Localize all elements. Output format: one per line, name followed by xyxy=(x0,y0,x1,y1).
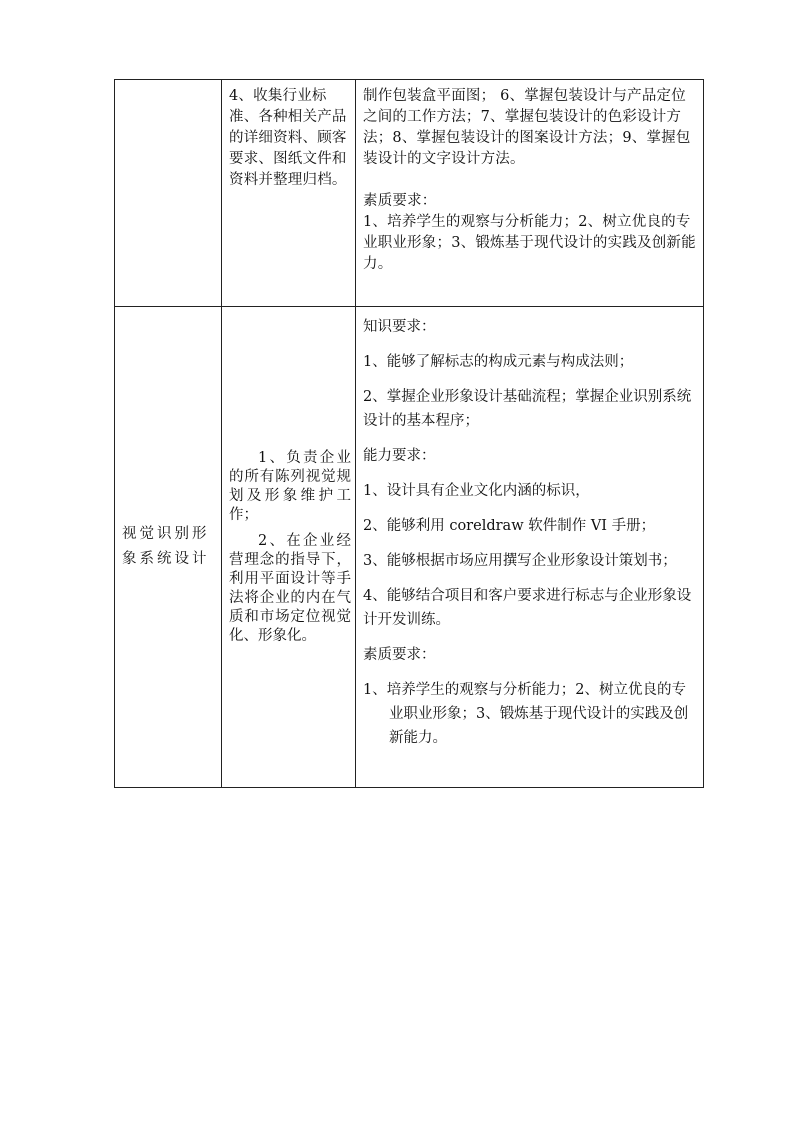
skill-requirements-text: 制作包装盒平面图； 6、掌握包装设计与产品定位之间的工作方法；7、掌握包装设计的色彩设计方法；8、掌握包装设计的图案设计方法；9、掌握包装设计的文字设计方法。 xyxy=(363,88,691,167)
knowledge-item: 1、能够了解标志的构成元素与构成法则； xyxy=(363,354,634,370)
work-task-item: 1、负责企业的所有陈列视觉规划及形象维护工作； xyxy=(229,449,351,523)
work-task-text: 4、收集行业标准、各种相关产品的详细资料、顾客要求、图纸文件和资料并整理归档。 xyxy=(229,88,347,188)
quality-heading: 素质要求： xyxy=(363,647,436,663)
quality-heading: 素质要求： xyxy=(363,193,437,209)
ability-item: 4、能够结合项目和客户要求进行标志与企业形象设计开发训练。 xyxy=(363,588,692,628)
work-task-item: 2、在企业经营理念的指导下，利用平面设计等手法将企业的内在气质和市场定位视觉化、形象化。 xyxy=(229,532,351,644)
knowledge-heading: 知识要求： xyxy=(363,319,436,335)
module-name-cell xyxy=(115,307,222,788)
course-requirements-table xyxy=(114,79,704,788)
ability-item: 3、能够根据市场应用撰写企业形象设计策划书； xyxy=(363,553,677,569)
quality-requirements-text: 1、培养学生的观察与分析能力；2、树立优良的专业职业形象；3、锻炼基于现代设计的实践及创新能力。 xyxy=(363,682,689,746)
work-task-cell xyxy=(222,80,356,307)
module-name-text: 视觉识别形象系统设计 xyxy=(122,526,210,567)
module-name-cell xyxy=(115,80,222,307)
ability-heading: 能力要求： xyxy=(363,448,436,464)
table-row xyxy=(115,307,704,788)
ability-item: 2、能够利用 coreldraw 软件制作 VI 手册； xyxy=(363,518,656,534)
table-row xyxy=(115,80,704,307)
work-task-cell xyxy=(222,307,356,788)
requirements-cell xyxy=(356,307,704,788)
knowledge-item: 2、掌握企业形象设计基础流程；掌握企业识别系统设计的基本程序； xyxy=(363,389,692,429)
quality-requirements-text: 1、培养学生的观察与分析能力；2、树立优良的专业职业形象；3、锻炼基于现代设计的实践及创新能力。 xyxy=(363,214,696,272)
requirements-cell xyxy=(356,80,704,307)
ability-item: 1、设计具有企业文化内涵的标识， xyxy=(363,483,590,499)
